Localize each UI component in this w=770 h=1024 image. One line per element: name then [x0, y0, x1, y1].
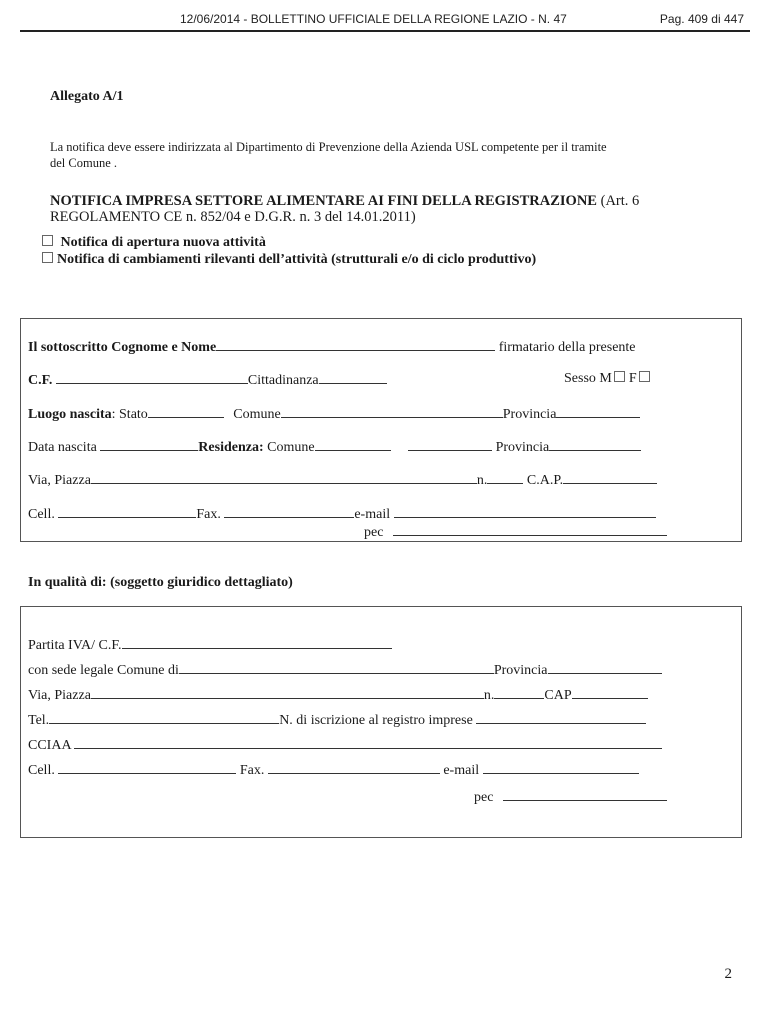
company-fax-label: Fax. [239, 763, 265, 778]
street-field[interactable] [91, 471, 477, 484]
registry-label: N. di iscrizione al registro imprese [279, 713, 473, 728]
company-cap-field[interactable] [572, 686, 648, 699]
company-fax-field[interactable] [268, 761, 440, 774]
company-number-field[interactable] [494, 686, 544, 699]
contact-row [28, 505, 656, 521]
sex-f-label: F [628, 371, 637, 386]
company-street-label: Via, Piazza [28, 688, 91, 703]
cciaa-row [28, 736, 662, 752]
company-address-row [28, 686, 648, 702]
company-pec-label: pec [474, 790, 494, 805]
cell-label: Cell. [28, 507, 55, 522]
cell-field[interactable] [58, 505, 196, 518]
company-street-field[interactable] [91, 686, 484, 699]
name-label: Il sottoscritto Cognome e Nome [28, 340, 217, 355]
form-heading-line-2: REGOLAMENTO CE n. 852/04 e D.G.R. n. 3 del 14.01.2011) [50, 209, 416, 225]
vat-field[interactable] [122, 636, 392, 649]
notice-line-1: La notifica deve essere indirizzata al Dipartimento di Prevenzione della Azienda USL competente per il tramite [50, 140, 607, 154]
attachment-label: Allegato A/1 [50, 89, 124, 104]
form-heading-bold: NOTIFICA IMPRESA SETTORE ALIMENTARE AI FINI DELLA REGISTRAZIONE [50, 193, 597, 209]
name-row [28, 338, 636, 354]
company-pec-row [474, 788, 667, 804]
registry-field[interactable] [476, 711, 646, 724]
option-changes[interactable] [40, 252, 536, 268]
citizenship-field[interactable] [319, 371, 387, 384]
signatory-label: firmatario della presente [498, 340, 636, 355]
residence-extra-field[interactable] [408, 438, 492, 451]
street-label: Via, Piazza [28, 473, 91, 488]
residence-provincia-field[interactable] [549, 438, 641, 451]
office-field[interactable] [179, 661, 494, 674]
company-number-label: n. [483, 688, 495, 703]
notice-line-2: del Comune . [50, 156, 118, 170]
pec-label: pec [364, 525, 384, 540]
vat-label: Partita IVA/ C.F. [28, 638, 122, 653]
option-new-activity[interactable] [40, 235, 266, 251]
cciaa-label: CCIAA [28, 738, 71, 753]
company-email-label: e-mail [443, 763, 480, 778]
bulletin-title: 12/06/2014 - BOLLETTINO UFFICIALE DELLA REGIONE LAZIO - N. 47 [180, 12, 567, 26]
pec-field[interactable] [393, 523, 667, 536]
residence-provincia-label: Provincia [492, 440, 550, 455]
citizenship-label: Cittadinanza [247, 373, 319, 388]
tel-row [28, 711, 646, 727]
residence-comune-field[interactable] [315, 438, 391, 451]
form-heading [50, 193, 639, 209]
tel-label: Tel. [28, 713, 50, 728]
tel-field[interactable] [49, 711, 279, 724]
page-number: 2 [724, 966, 732, 982]
vat-row [28, 636, 392, 652]
email-field[interactable] [394, 505, 656, 518]
sex-label: Sesso M [564, 371, 612, 386]
state-field[interactable] [148, 405, 224, 418]
fax-label: Fax. [196, 507, 221, 522]
checkbox-changes[interactable] [42, 252, 53, 263]
comune-label: Comune [233, 407, 281, 422]
address-row [28, 471, 657, 487]
header-rule [20, 30, 750, 32]
number-label: n. [476, 473, 488, 488]
company-cell-label: Cell. [28, 763, 55, 778]
bulletin-header [20, 0, 750, 34]
pec-row [364, 523, 667, 539]
fax-field[interactable] [224, 505, 354, 518]
option-new-activity-label: Notifica di apertura nuova attività [60, 235, 266, 250]
office-provincia-label: Provincia [493, 663, 548, 678]
company-cell-field[interactable] [58, 761, 236, 774]
birthdate-field[interactable] [100, 438, 198, 451]
office-provincia-field[interactable] [548, 661, 662, 674]
residence-comune-label: Comune [263, 440, 315, 455]
provincia-label: Provincia [502, 407, 557, 422]
company-pec-field[interactable] [503, 788, 667, 801]
provincia-field[interactable] [556, 405, 640, 418]
company-cap-label: CAP [544, 688, 572, 703]
cf-row [28, 371, 387, 387]
checkbox-new-activity[interactable] [42, 235, 53, 246]
birthplace-row [28, 405, 640, 421]
cciaa-field[interactable] [74, 736, 662, 749]
residence-label: Residenza: [198, 440, 264, 455]
cap-field[interactable] [563, 471, 657, 484]
birthdate-label: Data nascita [28, 440, 97, 455]
comune-field[interactable] [281, 405, 503, 418]
birthdate-row [28, 438, 641, 454]
state-label: : Stato [111, 407, 148, 422]
birthplace-label: Luogo nascita [28, 407, 112, 422]
number-field[interactable] [487, 471, 523, 484]
option-changes-label: Notifica di cambiamenti rilevanti dell’attività (strutturali e/o di ciclo produttivo) [57, 252, 537, 267]
company-contact-row [28, 761, 639, 777]
form-heading-rest: (Art. 6 [596, 193, 640, 209]
cf-field[interactable] [56, 371, 248, 384]
checkbox-sex-m[interactable] [614, 371, 625, 382]
page-indicator: Pag. 409 di 447 [659, 12, 744, 26]
office-row [28, 661, 662, 677]
email-label: e-mail [354, 507, 391, 522]
checkbox-sex-f[interactable] [639, 371, 650, 382]
capacity-label: In qualità di: (soggetto giuridico dettagliato) [28, 575, 293, 590]
cap-label: C.A.P. [526, 473, 564, 488]
cf-label: C.F. [28, 373, 53, 388]
company-email-field[interactable] [483, 761, 639, 774]
name-field[interactable] [216, 338, 495, 351]
office-label: con sede legale Comune di [28, 663, 179, 678]
sex-row [564, 371, 654, 387]
